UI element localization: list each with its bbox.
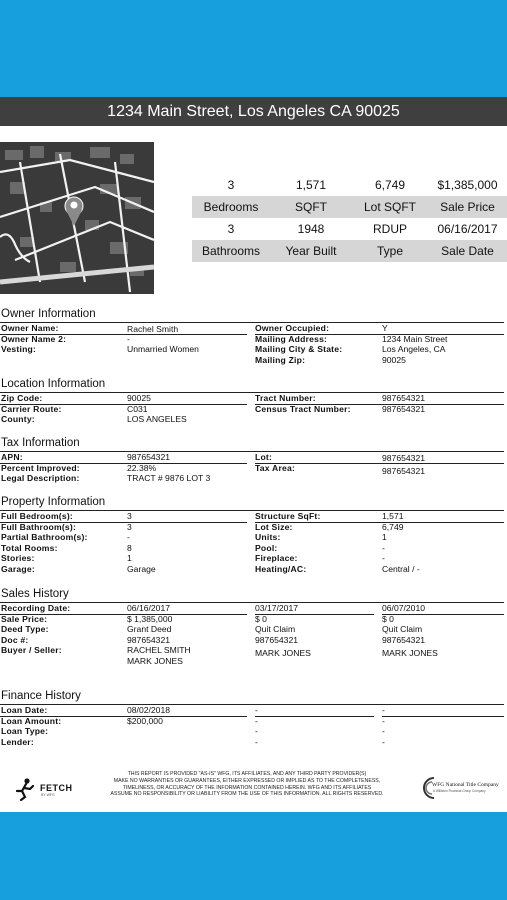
legal-disclaimer: [88, 771, 406, 798]
loan-2-type: -: [255, 726, 258, 737]
tax-area-value: 987654321: [382, 465, 426, 476]
sale-date-value: 06/16/2017: [437, 222, 498, 236]
wfg-logo-subtext: A Williston Financial Group Company: [433, 789, 486, 793]
recording-date-label: Recording Date:: [1, 603, 71, 613]
loan-3-date: -: [382, 705, 385, 715]
property-address-header: 1234 Main Street, Los Angeles CA 90025: [0, 97, 507, 126]
loan-3-lender: -: [382, 736, 385, 747]
sale-1-doc-number: 987654321: [127, 634, 171, 645]
stories-value: 1: [127, 553, 132, 564]
summary-labels-row-1: [192, 196, 507, 218]
bottom-blue-band: [0, 812, 507, 900]
sale-3-buyer: MARK JONES: [382, 648, 438, 659]
sale-2-doc-number: 987654321: [255, 634, 299, 645]
full-bathrooms-label: Full Bathroom(s):: [1, 521, 77, 532]
sale-price-row-label: Sale Price:: [1, 613, 48, 624]
tract-number-value: 987654321: [382, 393, 426, 403]
fireplace-value: -: [382, 553, 385, 564]
mailing-city-state-value: Los Angeles, CA: [382, 344, 446, 355]
owner-name-2-label: Owner Name 2:: [1, 333, 67, 344]
bedrooms-label: Bedrooms: [203, 200, 259, 214]
type-label: Type: [376, 244, 403, 258]
loan-3-type: -: [382, 726, 385, 737]
property-report-document[interactable]: [0, 97, 507, 812]
owner-name-2-value: -: [127, 333, 130, 344]
lot-sqft-value: 6,749: [374, 178, 406, 192]
mailing-address-value: 1234 Main Street: [382, 333, 448, 344]
sale-3-doc-number: 987654321: [382, 634, 426, 645]
loan-1-date: 08/02/2018: [127, 705, 171, 715]
zip-code-value: 90025: [127, 393, 151, 403]
carrier-route-label: Carrier Route:: [1, 403, 62, 414]
structure-sqft-value: 1,571: [382, 511, 404, 521]
lot-size-value: 6,749: [382, 521, 404, 532]
full-bedrooms-value: 3: [127, 511, 132, 521]
fetch-logo-text: FETCH: [40, 783, 73, 793]
finance-history-section: [0, 689, 507, 747]
heating-ac-label: Heating/AC:: [255, 563, 307, 574]
apn-label: APN:: [1, 452, 23, 462]
owner-name-value: Rachel Smith: [127, 324, 179, 334]
wfg-national-title-logo: [418, 773, 506, 803]
county-value: LOS ANGELES: [127, 414, 187, 425]
loan-type-label: Loan Type:: [1, 726, 49, 737]
sale-1-seller: MARK JONES: [127, 655, 183, 666]
owner-information-section: [0, 307, 507, 365]
partial-bathrooms-label: Partial Bathroom(s):: [1, 532, 88, 543]
running-dog-icon: [14, 777, 36, 801]
sale-1-price: $ 1,385,000: [127, 613, 173, 624]
year-built-value: 1948: [297, 222, 325, 236]
tax-area-label: Tax Area:: [255, 462, 296, 473]
owner-occupied-value: Y: [382, 323, 388, 333]
year-built-label: Year Built: [285, 244, 337, 258]
census-tract-value: 987654321: [382, 403, 426, 414]
full-bedrooms-label: Full Bedroom(s):: [1, 511, 73, 521]
mailing-zip-label: Mailing Zip:: [255, 354, 306, 365]
bathrooms-label: Bathrooms: [201, 244, 261, 258]
loan-3-amount: -: [382, 715, 385, 726]
location-information-section: [0, 377, 507, 425]
lot-label: Lot:: [255, 452, 273, 462]
buyer-seller-label: Buyer / Seller:: [1, 645, 62, 656]
fetch-logo-subtext: BY WFG: [41, 793, 55, 797]
top-blue-band: [0, 0, 507, 97]
sale-3-recording-date: 06/07/2010: [382, 603, 426, 613]
loan-2-amount: -: [255, 715, 258, 726]
sale-date-label: Sale Date: [441, 244, 494, 258]
lot-value: 987654321: [382, 453, 426, 463]
lender-label: Lender:: [1, 736, 34, 747]
units-value: 1: [382, 532, 387, 543]
bathrooms-value: 3: [227, 222, 235, 236]
garage-label: Garage:: [1, 563, 35, 574]
vesting-label: Vesting:: [1, 344, 37, 355]
tax-information-title: Tax Information: [1, 437, 80, 449]
type-value: RDUP: [372, 222, 407, 236]
fireplace-label: Fireplace:: [255, 553, 298, 564]
stories-label: Stories:: [1, 553, 35, 564]
pool-value: -: [382, 542, 385, 553]
garage-value: Garage: [127, 563, 156, 574]
finance-history-title: Finance History: [1, 690, 81, 702]
carrier-route-value: C031: [127, 403, 148, 414]
disclaimer-line: TIMELINESS, OR ACCURACY OF THE INFORMATION CONTAINED HEREIN. WFG AND ITS AFFILIATES: [122, 784, 372, 791]
tract-number-label: Tract Number:: [255, 393, 316, 403]
sale-1-deed-type: Grant Deed: [127, 624, 172, 635]
loan-2-lender: -: [255, 736, 258, 747]
mailing-address-label: Mailing Address:: [255, 333, 328, 344]
doc-number-label: Doc #:: [1, 634, 29, 645]
wfg-swirl-icon: [418, 775, 440, 801]
sale-2-buyer: MARK JONES: [255, 648, 311, 659]
sales-history-section: [0, 587, 507, 667]
loan-2-date: -: [255, 705, 258, 715]
apn-value: 987654321: [127, 452, 171, 462]
sale-price-label: Sale Price: [440, 200, 495, 214]
sqft-value: 1,571: [295, 178, 327, 192]
disclaimer-line: ASSUME NO RESPONSIBILITY OR LIABILITY FROM THE USE OF THIS INFORMATION. ALL RIGHTS RESERVED.: [110, 791, 384, 798]
sale-3-deed-type: Quit Claim: [382, 624, 423, 635]
report-footer: [0, 769, 507, 807]
owner-occupied-label: Owner Occupied:: [255, 323, 330, 333]
loan-1-amount: $200,000: [127, 715, 163, 726]
property-information-title: Property Information: [1, 496, 106, 508]
aerial-map-image: [0, 142, 154, 294]
census-tract-label: Census Tract Number:: [255, 403, 351, 414]
loan-date-label: Loan Date:: [1, 705, 48, 715]
pool-label: Pool:: [255, 542, 278, 553]
vesting-value: Unmarried Women: [127, 344, 199, 355]
sqft-label: SQFT: [295, 200, 327, 214]
lot-sqft-label: Lot SQFT: [363, 200, 416, 214]
summary-values-row-1: [192, 174, 507, 196]
fetch-logo: [14, 777, 84, 801]
disclaimer-line: MAKE NO WARRANTIES OR GUARANTEES, EITHER EXPRESSED OR IMPLIED AS TO THE COMPLETENESS,: [113, 777, 381, 784]
sale-2-price: $ 0: [255, 613, 267, 624]
property-information-section: [0, 495, 507, 575]
lot-size-label: Lot Size:: [255, 521, 293, 532]
legal-description-value: TRACT # 9876 LOT 3: [127, 473, 211, 484]
bedrooms-value: 3: [227, 178, 235, 192]
percent-improved-value: 22.38%: [127, 462, 157, 473]
legal-description-label: Legal Description:: [1, 473, 80, 484]
sale-1-recording-date: 06/16/2017: [127, 603, 171, 613]
mailing-zip-value: 90025: [382, 354, 406, 365]
tax-information-section: [0, 436, 507, 484]
sale-1-buyer: RACHEL SMITH: [127, 645, 191, 656]
sale-2-deed-type: Quit Claim: [255, 624, 296, 635]
sale-2-recording-date: 03/17/2017: [255, 603, 299, 613]
location-information-title: Location Information: [1, 378, 106, 390]
structure-sqft-label: Structure SqFt:: [255, 511, 321, 521]
property-summary-grid: [192, 174, 507, 262]
heating-ac-value: Central / -: [382, 563, 420, 574]
owner-information-title: Owner Information: [1, 308, 96, 320]
wfg-logo-text: WFG National Title Company: [432, 782, 499, 788]
percent-improved-label: Percent Improved:: [1, 462, 80, 473]
aerial-map-graphic: [0, 142, 154, 294]
full-bathrooms-value: 3: [127, 521, 132, 532]
summary-labels-row-2: [192, 240, 507, 262]
total-rooms-value: 8: [127, 542, 132, 553]
owner-name-label: Owner Name:: [1, 323, 59, 333]
disclaimer-line: THIS REPORT IS PROVIDED "AS-IS" WFG, ITS AFFILIATES, AND ANY THIRD PARTY PROVIDER(S): [127, 771, 367, 777]
sales-history-title: Sales History: [1, 588, 69, 600]
county-label: County:: [1, 414, 35, 425]
partial-bathrooms-value: -: [127, 532, 130, 543]
total-rooms-label: Total Rooms:: [1, 542, 58, 553]
units-label: Units:: [255, 532, 281, 543]
mailing-city-state-label: Mailing City & State:: [255, 344, 343, 355]
loan-amount-label: Loan Amount:: [1, 715, 62, 726]
zip-code-label: Zip Code:: [1, 393, 43, 403]
sale-price-value: $1,385,000: [437, 178, 498, 192]
sale-3-price: $ 0: [382, 613, 394, 624]
summary-values-row-2: [192, 218, 507, 240]
deed-type-label: Deed Type:: [1, 624, 49, 635]
